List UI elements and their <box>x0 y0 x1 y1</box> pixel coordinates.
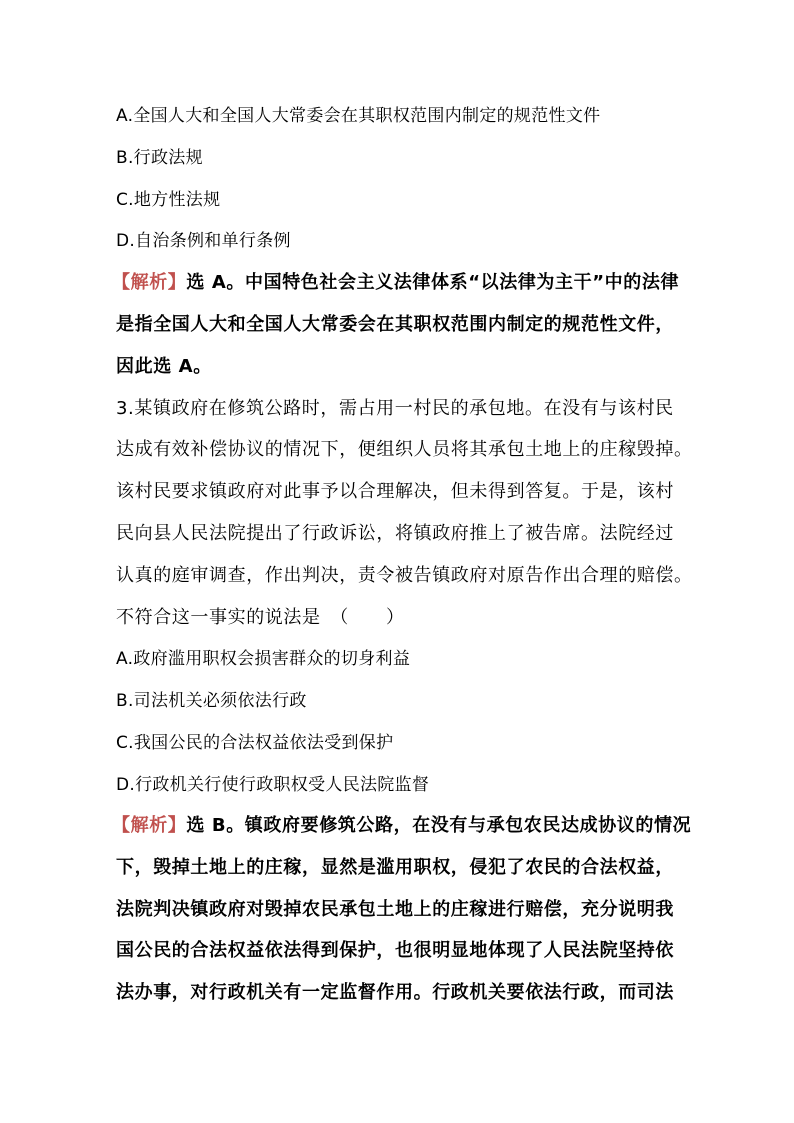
q2-analysis-line-2: 是指全国人大和全国人大常委会在其职权范围内制定的规范性文件， <box>116 314 674 335</box>
q3-stem-line-2: 达成有效补偿协议的情况下，便组织人员将其承包土地上的庄稼毁掉。 <box>116 439 693 460</box>
q3-analysis-line-1 <box>112 816 691 836</box>
q2-option-d: D.自治条例和单行条例 <box>116 231 291 251</box>
q3-analysis-line-5: 法办事，对行政机关有一定监督作用。行政机关要依法行政，而司法 <box>116 982 674 1003</box>
q3-stem-line-1: 3.某镇政府在修筑公路时，需占用一村民的承包地。在没有与该村民 <box>116 398 674 419</box>
q3-analysis-line-4: 国公民的合法权益依法得到保护，也很明显地体现了人民法院坚持依 <box>116 940 674 961</box>
q2-option-c: C.地方性法规 <box>116 190 221 210</box>
q2-option-a: A.全国人大和全国人大常委会在其职权范围内制定的规范性文件 <box>116 106 601 126</box>
q3-option-d: D.行政机关行使行政职权受人民法院监督 <box>116 775 430 795</box>
q3-stem-line-6: 不符合这一事实的说法是 （ ） <box>116 607 405 628</box>
q2-analysis-tag: 【解析】 <box>112 272 187 293</box>
q3-option-b: B.司法机关必须依法行政 <box>116 691 307 711</box>
q3-stem-line-4: 民向县人民法院提出了行政诉讼，将镇政府推上了被告席。法院经过 <box>116 523 674 544</box>
q2-analysis-line-1 <box>112 273 679 293</box>
q2-analysis-line-3: 因此选 A。 <box>116 356 212 377</box>
q3-stem-line-3: 该村民要求镇政府对此事予以合理解决，但未得到答复。于是，该村 <box>116 481 674 502</box>
q3-analysis-text: 选 B。镇政府要修筑公路，在没有与承包农民达成协议的情况 <box>186 815 692 836</box>
q3-option-c: C.我国公民的合法权益依法受到保护 <box>116 733 394 753</box>
q2-analysis-text: 选 A。中国特色社会主义法律体系“以法律为主干”中的法律 <box>186 272 680 293</box>
q2-option-b: B.行政法规 <box>116 148 203 168</box>
q3-analysis-tag: 【解析】 <box>112 815 187 836</box>
q3-option-a: A.政府滥用职权会损害群众的切身利益 <box>116 649 411 669</box>
q3-stem-line-5: 认真的庭审调查，作出判决，责令被告镇政府对原告作出合理的赔偿。 <box>116 565 693 586</box>
q3-analysis-line-3: 法院判决镇政府对毁掉农民承包土地上的庄稼进行赔偿，充分说明我 <box>116 899 674 920</box>
q3-analysis-line-2: 下，毁掉土地上的庄稼，显然是滥用职权，侵犯了农民的合法权益， <box>116 857 674 878</box>
